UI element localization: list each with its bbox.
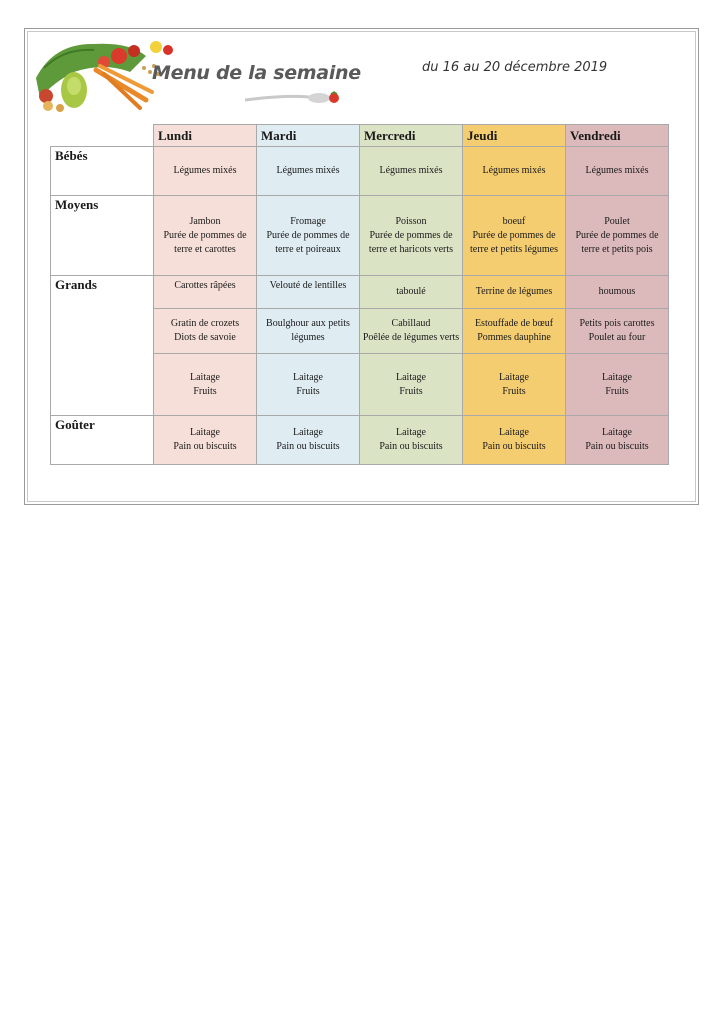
meal-cell: houmous	[566, 276, 669, 309]
weekly-menu-table	[50, 124, 669, 465]
meal-cell: Légumes mixés	[566, 147, 669, 196]
meal-cell: Laitage Fruits	[463, 354, 566, 416]
meal-cell: Fromage Purée de pommes de terre et poireaux	[257, 196, 360, 276]
meal-cell: Poisson Purée de pommes de terre et haricots verts	[360, 196, 463, 276]
meal-cell: Légumes mixés	[257, 147, 360, 196]
meal-cell: Velouté de lentilles	[257, 276, 360, 309]
date-range: du 16 au 20 décembre 2019	[422, 60, 608, 75]
meal-cell: Laitage Pain ou biscuits	[257, 416, 360, 465]
meal-cell: Terrine de légumes	[463, 276, 566, 309]
header-corner	[51, 125, 154, 147]
day-header: Mercredi	[360, 125, 463, 147]
menu-row	[51, 276, 669, 309]
group-label: Moyens	[51, 196, 154, 276]
meal-cell: Laitage Pain ou biscuits	[566, 416, 669, 465]
meal-cell: taboulé	[360, 276, 463, 309]
meal-cell: Laitage Fruits	[360, 354, 463, 416]
meal-cell: Carottes râpées	[154, 276, 257, 309]
meal-cell: Légumes mixés	[360, 147, 463, 196]
day-header-row	[51, 125, 669, 147]
meal-cell: Laitage Pain ou biscuits	[154, 416, 257, 465]
meal-cell: Laitage Pain ou biscuits	[463, 416, 566, 465]
day-header: Vendredi	[566, 125, 669, 147]
menu-row	[51, 196, 669, 276]
menu-title: Menu de la semaine	[152, 62, 361, 84]
meal-cell: Estouffade de bœuf Pommes dauphine	[463, 309, 566, 354]
meal-cell: Laitage Pain ou biscuits	[360, 416, 463, 465]
meal-cell: Petits pois carottes Poulet au four	[566, 309, 669, 354]
meal-cell: boeuf Purée de pommes de terre et petits légumes	[463, 196, 566, 276]
menu-row	[51, 416, 669, 465]
day-header: Jeudi	[463, 125, 566, 147]
meal-cell: Laitage Fruits	[257, 354, 360, 416]
meal-cell: Légumes mixés	[154, 147, 257, 196]
spoon-with-tomato-icon	[245, 91, 341, 105]
meal-cell: Poulet Purée de pommes de terre et petits pois	[566, 196, 669, 276]
day-header: Lundi	[154, 125, 257, 147]
meal-cell: Jambon Purée de pommes de terre et carottes	[154, 196, 257, 276]
menu-row	[51, 147, 669, 196]
meal-cell: Laitage Fruits	[566, 354, 669, 416]
day-header: Mardi	[257, 125, 360, 147]
meal-cell: Laitage Fruits	[154, 354, 257, 416]
meal-cell: Cabillaud Poêlée de légumes verts	[360, 309, 463, 354]
meal-cell: Boulghour aux petits légumes	[257, 309, 360, 354]
meal-cell: Légumes mixés	[463, 147, 566, 196]
group-label: Grands	[51, 276, 154, 416]
group-label: Bébés	[51, 147, 154, 196]
meal-cell: Gratin de crozets Diots de savoie	[154, 309, 257, 354]
group-label: Goûter	[51, 416, 154, 465]
